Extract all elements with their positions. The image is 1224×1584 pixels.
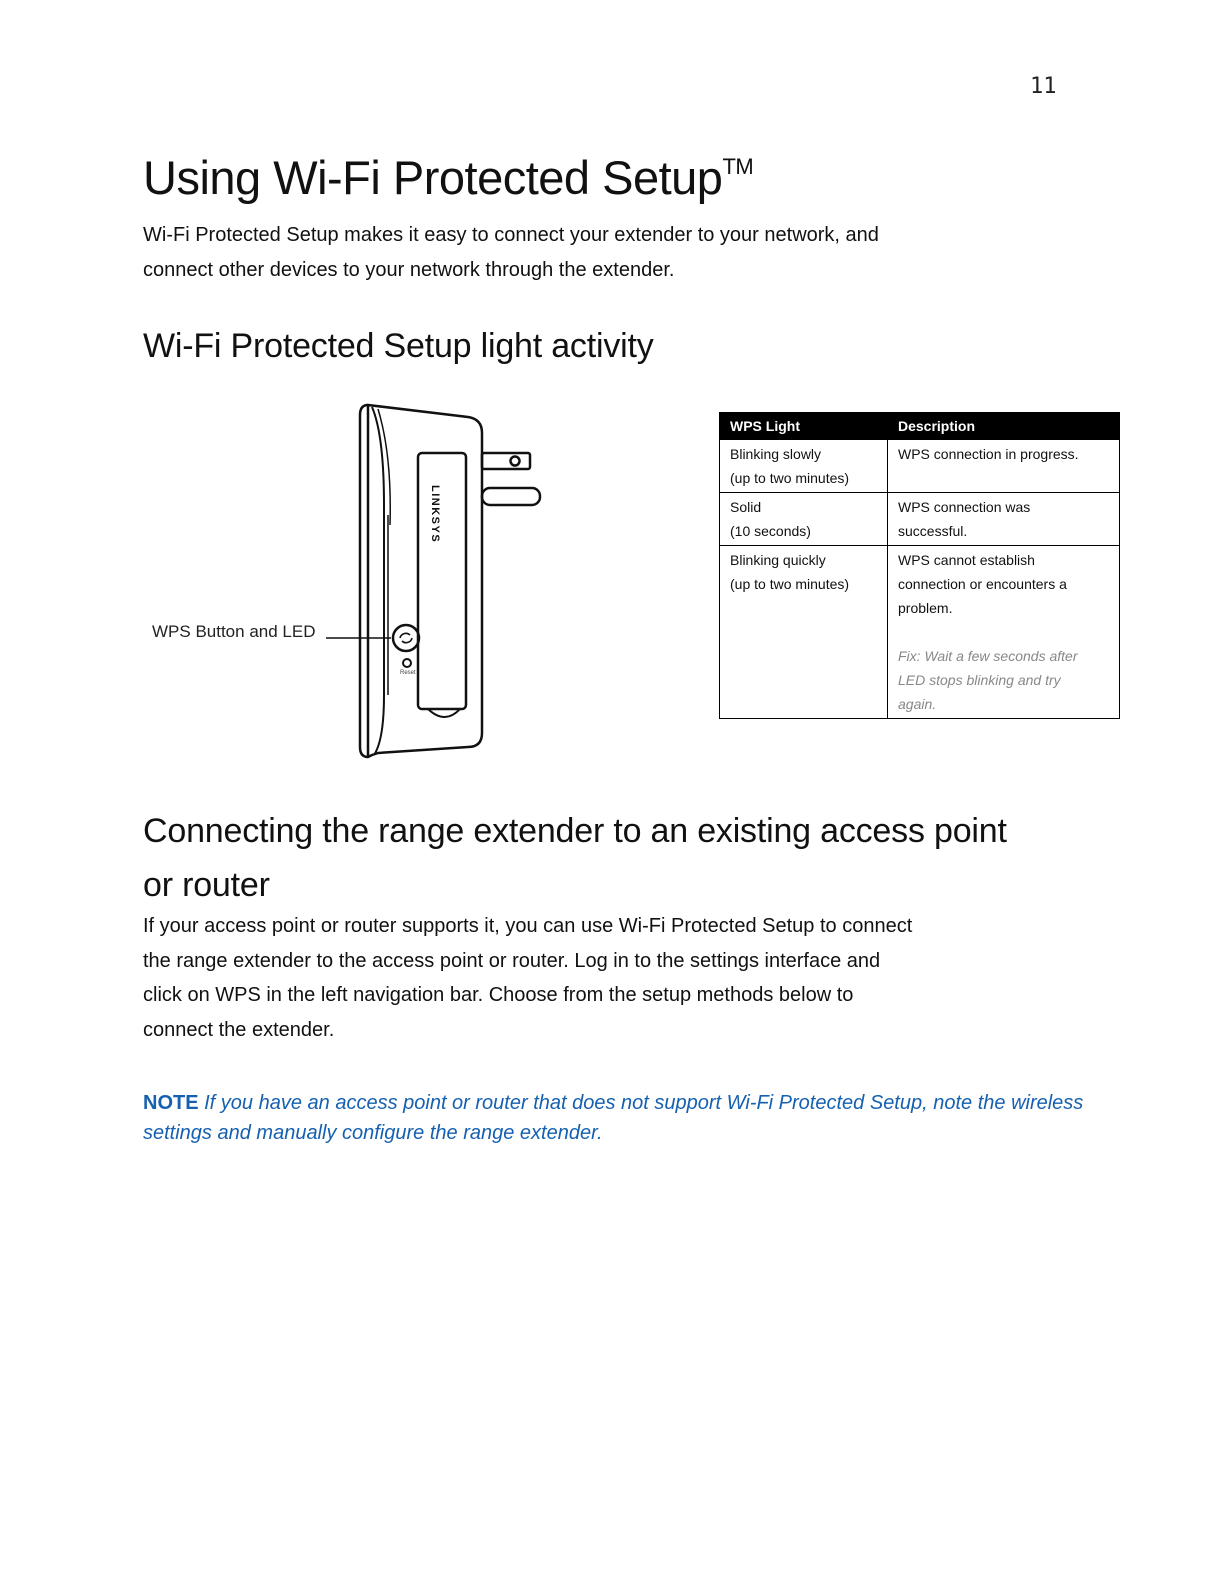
cell-line: (10 seconds) [730,523,811,539]
extender-illustration [140,395,560,765]
connecting-paragraph [143,909,1003,1047]
table-cell-description [888,546,1120,719]
cell-line: problem. [898,600,953,616]
cell-line: WPS connection in progress. [898,446,1079,462]
wps-light-table [719,412,1120,719]
table-cell-light [720,493,888,546]
table-cell-light [720,440,888,493]
body-line: click on WPS in the left navigation bar. Choose from the setup methods below to [143,984,854,1006]
table-header-row [720,413,1120,440]
table-header-description: Description [888,413,1120,440]
fix-note [898,644,1109,716]
table-row [720,493,1120,546]
body-line: connect the extender. [143,1018,335,1041]
wps-button-icon [393,625,419,651]
section-title-line: Connecting the range extender to an existing access point [143,812,1007,850]
table-row [720,440,1120,493]
page-title-text: Using Wi-Fi Protected Setup [143,151,723,204]
cell-line: WPS cannot establish [898,552,1035,568]
cell-line: (up to two minutes) [730,576,850,592]
note-callout [143,1089,1093,1148]
page-title [143,150,753,205]
cell-line: Solid [730,499,762,515]
cell-line: Blinking quickly [730,552,826,568]
plug-prong-bottom [482,488,540,505]
table-row [720,546,1120,719]
page-number: 11 [1030,74,1057,99]
fix-line: LED stops blinking and try [898,672,1061,688]
intro-line: connect other devices to your network through the extender. [143,258,675,281]
table-cell-light [720,546,888,719]
note-label: NOTE [143,1092,199,1114]
table-cell-description [888,440,1120,493]
note-text: If you have an access point or router that does not support Wi-Fi Protected Setup, note the wireless settings and manually configure the range extender. [143,1092,1084,1144]
table-header-wps-light: WPS Light [720,413,888,440]
fix-line: again. [898,696,937,712]
section-title-line: or router [143,866,270,904]
wps-button-caption: WPS Button and LED [152,622,316,641]
cell-line: WPS connection was [898,499,1031,515]
brand-logo-text: LINKSYS [429,485,441,544]
section-title-light-activity: Wi-Fi Protected Setup light activity [143,327,654,365]
reset-label: Reset [400,670,416,676]
table-cell-description [888,493,1120,546]
intro-line: Wi-Fi Protected Setup makes it easy to connect your extender to your network, and [143,224,879,246]
plug-prong-top [482,453,530,469]
cell-line: successful. [898,523,968,539]
cell-line: (up to two minutes) [730,470,850,486]
body-line: If your access point or router supports it, you can use Wi-Fi Protected Setup to connect [143,915,913,937]
fix-line: Fix: Wait a few seconds after [898,648,1078,664]
body-line: the range extender to the access point or router. Log in to the settings interface and [143,949,881,972]
cell-line: Blinking slowly [730,446,822,462]
front-panel [418,453,466,709]
intro-paragraph [143,218,1003,287]
section-title-connecting [143,804,1103,912]
trademark-symbol: TM [722,154,754,179]
cell-line: connection or encounters a [898,576,1067,592]
reset-button-icon [403,659,411,667]
